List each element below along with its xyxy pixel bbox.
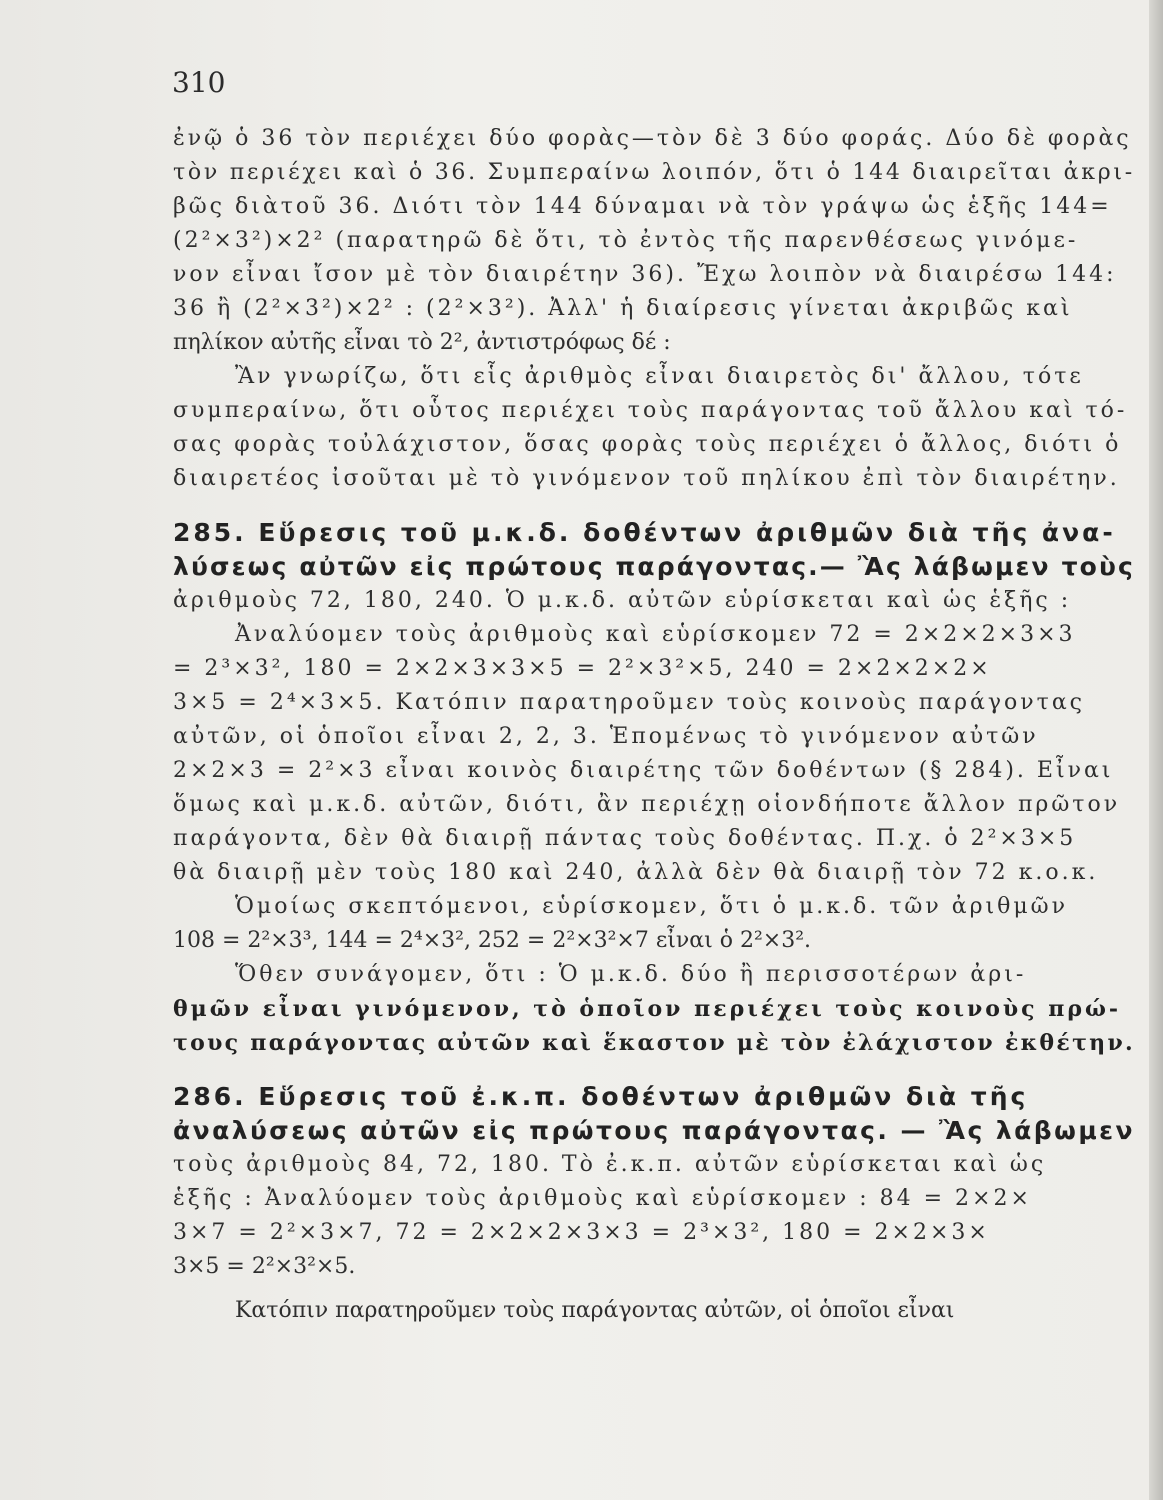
text-line: Ἀναλύομεν τοὺς ἀριθμοὺς καὶ εὑρίσκομεν 72 = 2×2×2×3×3 (235, 622, 1076, 647)
text-line: (2²×3²)×2² (παρατηρῶ δὲ ὅτι, τὸ ἐντὸς τῆς παρενθέσεως γινόμε- (173, 228, 1079, 253)
text-line: 36 ἢ (2²×3²)×2² : (2²×3²). Ἀλλ' ἡ διαίρεσις γίνεται ἀκριβῶς καὶ (173, 296, 1073, 321)
page-number: 310 (172, 66, 226, 99)
text-line: τοὺς ἀριθμοὺς 84, 72, 180. Τὸ ἐ.κ.π. αὐτῶν εὑρίσκεται καὶ ὡς (173, 1152, 1047, 1177)
text-line: Ἂν γνωρίζω, ὅτι εἷς ἀριθμὸς εἶναι διαιρετὸς δι' ἄλλου, τότε (235, 364, 1084, 389)
text-line: 3×7 = 2²×3×7, 72 = 2×2×2×3×3 = 2³×3², 180 = 2×2×3× (173, 1220, 990, 1245)
rule-statement: τους παράγοντας αὐτῶν καὶ ἕκαστον μὲ τὸν ἐλάχιστον ἐκθέτην. (173, 1030, 1135, 1056)
text-line: σας φορὰς τοὐλάχιστον, ὅσας φορὰς τοὺς περιέχει ὁ ἄλλος, διότι ὁ (173, 432, 1122, 457)
text-line: διαιρετέος ἰσοῦται μὲ τὸ γινόμενον τοῦ πηλίκου ἐπὶ τὸν διαιρέτην. (173, 466, 1120, 491)
text-line: ἀριθμοὺς 72, 180, 240. Ὁ μ.κ.δ. αὐτῶν εὑρίσκεται καὶ ὡς ἑξῆς : (173, 588, 1072, 613)
text-line: Ὁμοίως σκεπτόμενοι, εὑρίσκομεν, ὅτι ὁ μ.κ.δ. τῶν ἀριθμῶν (235, 894, 1068, 919)
section-heading-285: 285. Εὕρεσις τοῦ μ.κ.δ. δοθέντων ἀριθμῶν διὰ τῆς ἀνα- (173, 518, 1116, 547)
text-line: νον εἶναι ἴσον μὲ τὸν διαιρέτην 36). Ἔχω λοιπὸν νὰ διαιρέσω 144: (173, 262, 1117, 287)
section-heading-285-cont: λύσεως αὐτῶν εἰς πρώτους παράγοντας.— Ἂς λάβωμεν τοὺς (173, 552, 1135, 581)
text-line: συμπεραίνω, ὅτι οὗτος περιέχει τοὺς παράγοντας τοῦ ἄλλου καὶ τό- (173, 398, 1128, 423)
text-line: τὸν περιέχει καὶ ὁ 36. Συμπεραίνω λοιπόν, ὅτι ὁ 144 διαιρεῖται ἀκρι- (173, 160, 1135, 185)
text-line: παράγοντα, δὲν θὰ διαιρῇ πάντας τοὺς δοθέντας. Π.χ. ὁ 2²×3×5 (173, 826, 1077, 851)
text-line: θὰ διαιρῇ μὲν τοὺς 180 καὶ 240, ἀλλὰ δὲν θὰ διαιρῇ τὸν 72 κ.ο.κ. (173, 860, 1099, 885)
text-line: ἑξῆς : Ἀναλύομεν τοὺς ἀριθμοὺς καὶ εὑρίσκομεν : 84 = 2×2× (173, 1186, 1032, 1211)
section-heading-286-cont: ἀναλύσεως αὐτῶν εἰς πρώτους παράγοντας. — Ἂς λάβωμεν (173, 1116, 1135, 1145)
rule-statement: Ὅθεν συνάγομεν, ὅτι : Ὁ μ.κ.δ. δύο ἢ περισσοτέρων ἀρι- (235, 962, 1027, 987)
page-body (173, 122, 1135, 1328)
text-line: 3×5 = 2²×3²×5. (173, 1254, 356, 1279)
text-line: 108 = 2²×3³, 144 = 2⁴×3², 252 = 2²×3²×7 εἶναι ὁ 2²×3². (173, 928, 811, 953)
text-line: βῶς διὰτοῦ 36. Διότι τὸν 144 δύναμαι νὰ τὸν γράψω ὡς ἑξῆς 144= (173, 194, 1112, 219)
text-line: Κατόπιν παρατηροῦμεν τοὺς παράγοντας αὐτῶν, οἱ ὁποῖοι εἶναι (235, 1298, 955, 1323)
text-line: αὐτῶν, οἱ ὁποῖοι εἶναι 2, 2, 3. Ἑπομένως τὸ γινόμενον αὐτῶν (173, 724, 1039, 749)
text-line: πηλίκον αὐτῆς εἶναι τὸ 2², ἀντιστρόφως δέ : (173, 330, 671, 355)
text-line: 3×5 = 2⁴×3×5. Κατόπιν παρατηροῦμεν τοὺς κοινοὺς παράγοντας (173, 690, 1085, 715)
rule-statement: θμῶν εἶναι γινόμενον, τὸ ὁποῖον περιέχει τοὺς κοινοὺς πρώ- (173, 996, 1122, 1022)
text-line: 2×2×3 = 2²×3 εἶναι κοινὸς διαιρέτης τῶν δοθέντων (§ 284). Εἶναι (173, 758, 1114, 783)
section-heading-286: 286. Εὕρεσις τοῦ ἐ.κ.π. δοθέντων ἀριθμῶν διὰ τῆς (173, 1082, 1029, 1111)
page-edge-shadow (1149, 0, 1163, 1500)
text-line: ἐνῷ ὁ 36 τὸν περιέχει δύο φορὰς—τὸν δὲ 3 δύο φοράς. Δύο δὲ φορὰς (173, 126, 1132, 151)
text-line: = 2³×3², 180 = 2×2×3×3×5 = 2²×3²×5, 240 = 2×2×2×2× (173, 656, 992, 681)
text-line: ὅμως καὶ μ.κ.δ. αὐτῶν, διότι, ἂν περιέχῃ οἱονδήποτε ἄλλον πρῶτον (173, 792, 1121, 817)
